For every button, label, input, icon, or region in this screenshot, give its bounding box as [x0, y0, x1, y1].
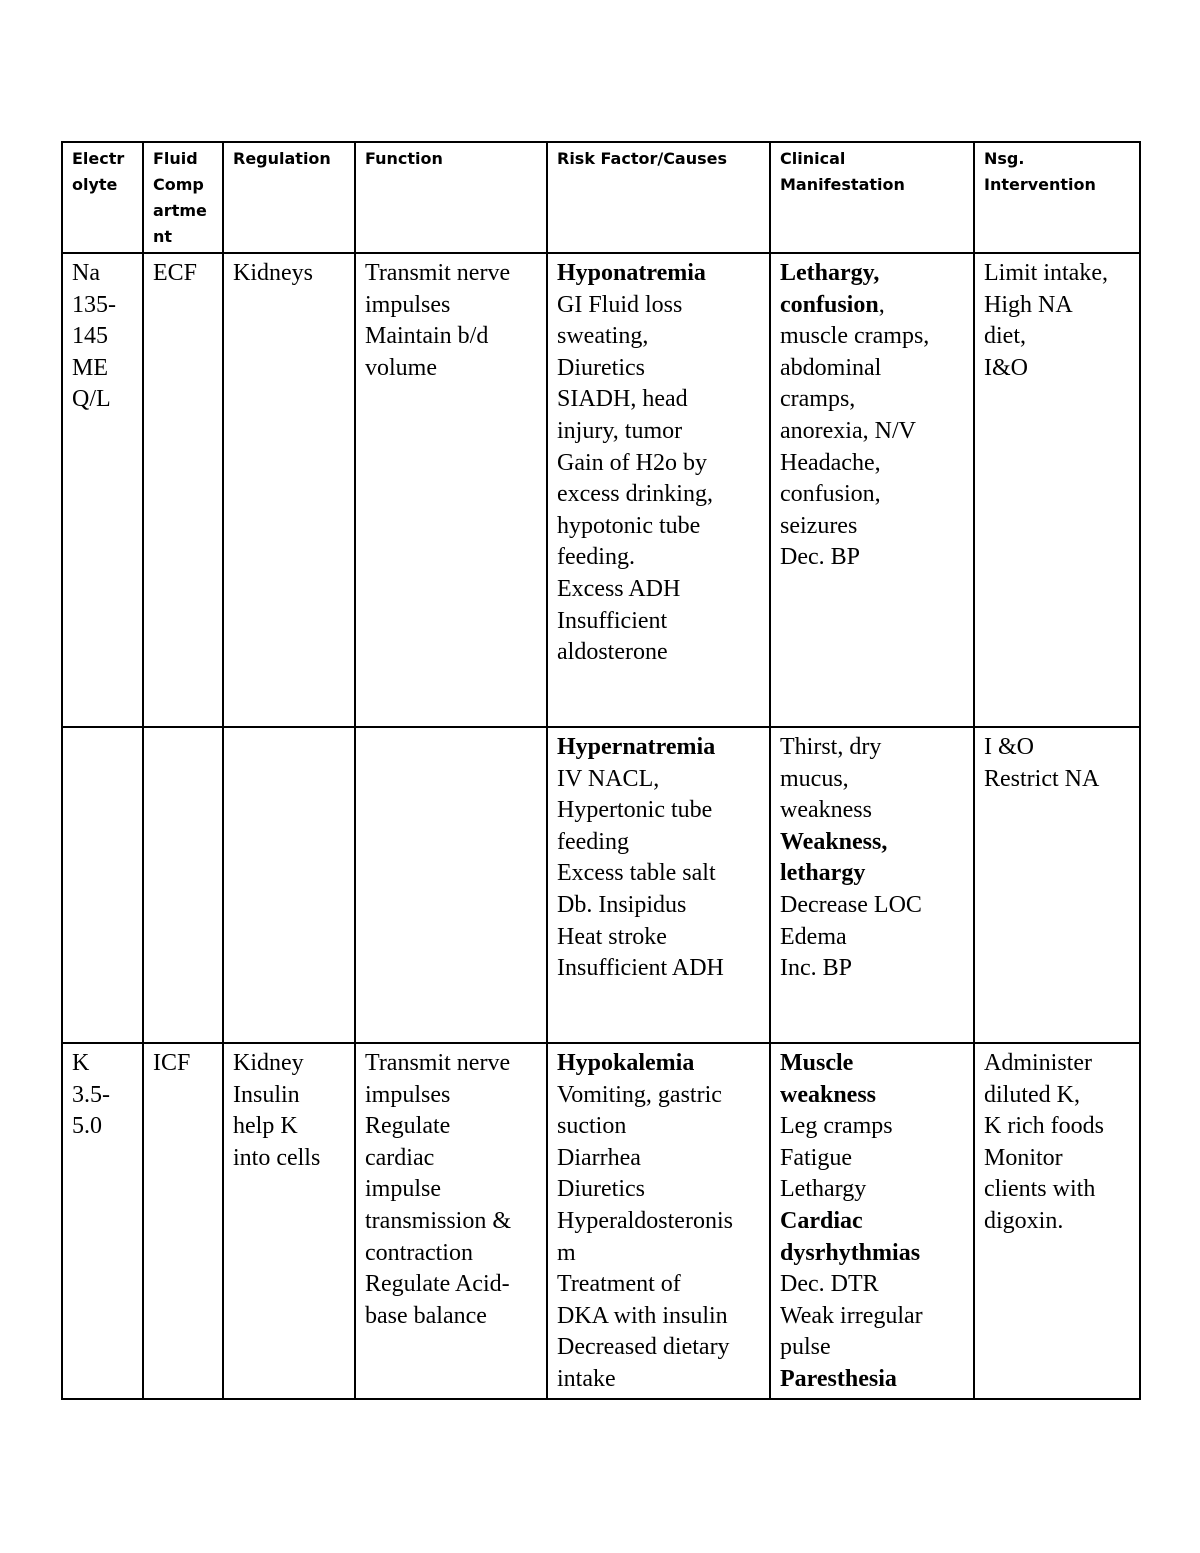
cell-line: Inc. BP	[780, 955, 852, 982]
table-row-sodium	[62, 253, 1140, 727]
cell-line: Lethargy,	[780, 260, 880, 286]
cell-line: Vomiting, gastric	[557, 1081, 722, 1108]
table-row-potassium	[62, 1043, 1140, 1399]
cell-line: lethargy	[780, 860, 866, 887]
cell-line: Dec. BP	[780, 544, 860, 571]
cell-regulation: Kidneys	[223, 253, 355, 727]
cell-function	[355, 727, 547, 1043]
cell-line: Insufficient	[557, 607, 668, 634]
cell-line: Leg cramps	[780, 1113, 893, 1140]
cell-line: Edema	[780, 923, 847, 950]
cell-line: muscle cramps,	[780, 323, 930, 350]
cell-line: Thirst, dry	[780, 734, 882, 760]
cell-line: abdominal	[780, 354, 882, 381]
cell-line: weakness	[780, 1081, 877, 1108]
header-row	[62, 142, 1140, 253]
cell-line: Lethargy	[780, 1176, 867, 1203]
cell-line: Fatigue	[780, 1144, 852, 1171]
cell-line: Decrease LOC	[780, 891, 922, 918]
cell-line: pulse	[780, 1334, 831, 1361]
cell-function: Transmit nerve impulses Regulate cardiac impulse transmission & contraction Regulate Acid- base balance	[355, 1043, 547, 1399]
cell-line: sweating,	[557, 323, 649, 350]
header-fluid-compartment: Fluid Comp artme nt	[143, 142, 223, 253]
cell-regulation	[223, 727, 355, 1043]
cell-regulation: Kidney Insulin help K into cells	[223, 1043, 355, 1399]
cell-line: Heat stroke	[557, 923, 667, 950]
cell-line: seizures	[780, 512, 858, 539]
cell-line: SIADH, head	[557, 386, 688, 413]
cell-nursing-intervention: Administer diluted K, K rich foods Monitor clients with digoxin.	[974, 1043, 1140, 1399]
cell-electrolyte	[62, 727, 143, 1043]
cell-line: confusion,	[780, 291, 885, 318]
cell-line: Headache,	[780, 449, 881, 476]
cell-line: Excess table salt	[557, 860, 716, 887]
cell-risk-factors	[547, 727, 770, 1043]
cell-line: DKA with insulin	[557, 1302, 728, 1329]
header-electrolyte: Electr olyte	[62, 142, 143, 253]
cell-electrolyte: Na 135- 145 ME Q/L	[62, 253, 143, 727]
cell-line: excess drinking,	[557, 481, 713, 508]
cell-compartment: ICF	[143, 1043, 223, 1399]
cell-line: Weakness,	[780, 828, 888, 855]
cell-line: IV NACL,	[557, 765, 660, 792]
cell-line: Gain of H2o by	[557, 449, 707, 476]
cell-line: GI Fluid loss	[557, 291, 683, 318]
cell-electrolyte: K 3.5- 5.0	[62, 1043, 143, 1399]
cell-line: Diarrhea	[557, 1144, 641, 1171]
cell-line: Diuretics	[557, 354, 645, 381]
table-row-hypernatremia	[62, 727, 1140, 1043]
cell-line: Excess ADH	[557, 575, 681, 602]
cell-line: confusion,	[780, 481, 881, 508]
cell-line: Muscle	[780, 1050, 854, 1076]
cell-risk-factors	[547, 253, 770, 727]
cell-line: Diuretics	[557, 1176, 645, 1203]
cell-nursing-intervention: Limit intake, High NA diet, I&O	[974, 253, 1140, 727]
cell-line: feeding	[557, 828, 629, 855]
cell-line: anorexia, N/V	[780, 417, 916, 444]
cell-line: Hyperaldosteronis	[557, 1207, 733, 1234]
cell-line: feeding.	[557, 544, 635, 571]
header-risk-factor: Risk Factor/Causes	[547, 142, 770, 253]
header-nursing-intervention: Nsg. Intervention	[974, 142, 1140, 253]
cell-clinical-manifestation	[770, 727, 974, 1043]
header-regulation: Regulation	[223, 142, 355, 253]
cell-line: Dec. DTR	[780, 1271, 879, 1298]
cell-line: injury, tumor	[557, 417, 683, 444]
cell-line: cramps,	[780, 386, 856, 413]
cell-clinical-manifestation	[770, 253, 974, 727]
cell-line: intake	[557, 1365, 616, 1392]
cell-line: Insufficient ADH	[557, 955, 724, 982]
header-clinical-manifestation: Clinical Manifestation	[770, 142, 974, 253]
cell-line: m	[557, 1239, 576, 1266]
cell-function: Transmit nerve impulses Maintain b/d volume	[355, 253, 547, 727]
cell-line: suction	[557, 1113, 627, 1140]
cell-line: Hypokalemia	[557, 1050, 695, 1076]
cell-line: Hypernatremia	[557, 734, 716, 760]
electrolyte-table	[61, 141, 1141, 1400]
cell-line: mucus,	[780, 765, 849, 792]
header-function: Function	[355, 142, 547, 253]
cell-compartment	[143, 727, 223, 1043]
cell-nursing-intervention: I &O Restrict NA	[974, 727, 1140, 1043]
cell-line: Decreased dietary	[557, 1334, 730, 1361]
cell-compartment: ECF	[143, 253, 223, 727]
cell-clinical-manifestation	[770, 1043, 974, 1399]
cell-line: Cardiac	[780, 1207, 863, 1234]
cell-line: Db. Insipidus	[557, 891, 687, 918]
cell-line: Treatment of	[557, 1271, 681, 1298]
cell-line: hypotonic tube	[557, 512, 701, 539]
cell-line: weakness	[780, 797, 872, 824]
cell-line: Paresthesia	[780, 1365, 897, 1392]
cell-risk-factors	[547, 1043, 770, 1399]
cell-line: Hyponatremia	[557, 260, 706, 286]
cell-line: aldosterone	[557, 639, 668, 666]
cell-line: dysrhythmias	[780, 1239, 921, 1266]
cell-line: Hypertonic tube	[557, 797, 713, 824]
cell-line: Weak irregular	[780, 1302, 923, 1329]
cell-line-suffix: ,	[878, 291, 885, 318]
